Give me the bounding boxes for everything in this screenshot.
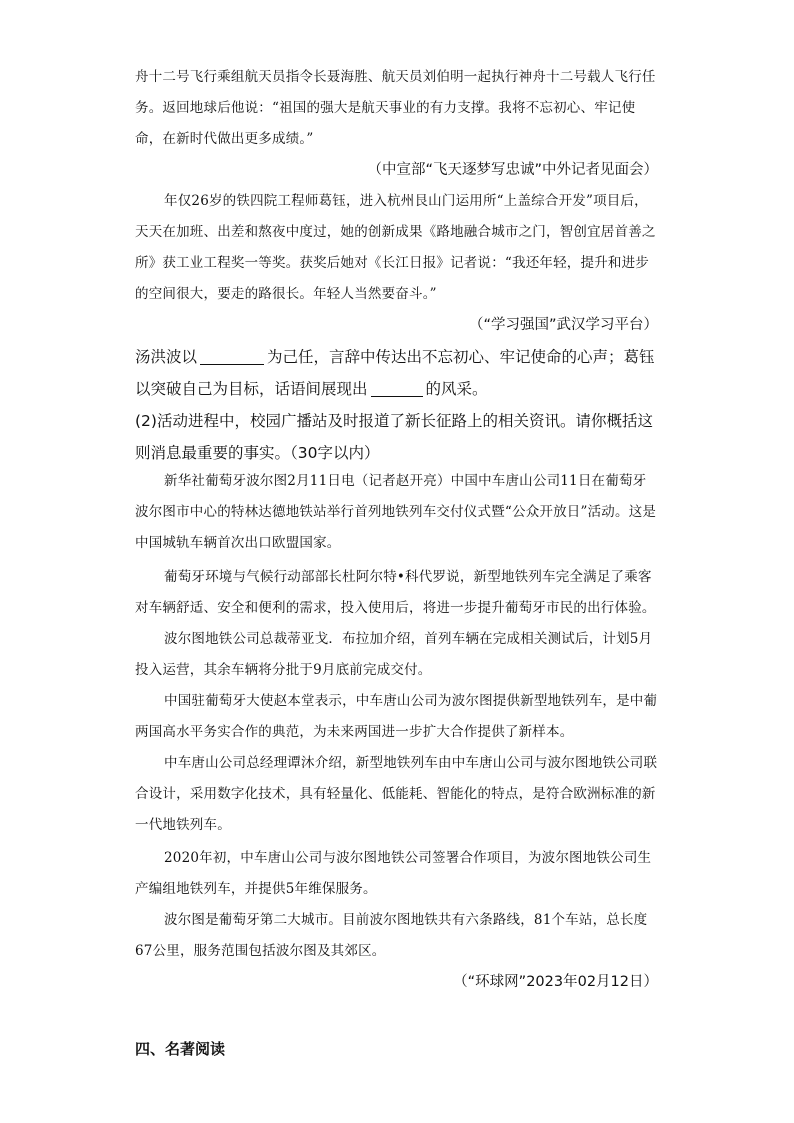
- news-paragraph: 葡萄牙环境与气候行动部部长杜阿尔特•科代罗说，新型地铁列车完全满足了乘客对车辆舒适、安全和便利的需求，投入使用后，将进一步提升葡萄牙市民的出行体验。: [135, 569, 656, 616]
- answer-blank-1[interactable]: [200, 346, 264, 365]
- fill-sentence-part2: 为己任，言辞中传达出不忘初心、牢记使命的心声；葛钰以突破自己为目标，话语间展现出: [135, 348, 655, 398]
- passage2-source: （“学习强国”武汉学习平台）: [468, 317, 658, 333]
- fill-sentence-part3: 的风采。: [425, 380, 488, 398]
- news-paragraph: 波尔图是葡萄牙第二大城市。目前波尔图地铁共有六条路线，81个车站，总长度67公里，服务范围包括波尔图及其郊区。: [135, 912, 648, 959]
- question-2: (2)活动进程中，校园广播站及时报道了新长征路上的相关资讯。请你概括这则消息最重要的事实。（30字以内）: [135, 412, 653, 462]
- news-paragraph: 波尔图地铁公司总裁蒂亚戈．布拉加介绍，首列车辆在完成相关测试后，计划5月投入运营，其余车辆将分批于9月底前完成交付。: [135, 631, 653, 678]
- news-paragraph: 2020年初，中车唐山公司与波尔图地铁公司签署合作项目，为波尔图地铁公司生产编组地铁列车，并提供5年维保服务。: [135, 850, 652, 897]
- news-paragraph: 中车唐山公司总经理谭沐介绍，新型地铁列车由中车唐山公司与波尔图地铁公司联合设计，采用数字化技术，具有轻量化、低能耗、智能化的特点，是符合欧洲标准的新一代地铁列车。: [135, 755, 658, 833]
- passage2-text: 年仅26岁的铁四院工程师葛钰，进入杭州艮山门运用所“上盖综合开发”项目后，天天在加班、出差和熬夜中度过，她的创新成果《路地融合城市之门，智创宜居首善之所》获工业工程奖一等奖。获奖后她对《长江日报》记者说：“我还年轻，提升和进步的空间很大，要走的路很长。年轻人当然要奋斗。”: [135, 193, 656, 302]
- news-source: （“环球网”2023年02月12日）: [453, 974, 658, 990]
- section-heading: 四、名著阅读: [135, 1040, 226, 1058]
- news-paragraph: 新华社葡萄牙波尔图2月11日电（记者赵开亮）中国中车唐山公司11日在葡萄牙波尔图市中心的特林达德地铁站举行首列地铁列车交付仪式暨“公众开放日”活动。这是中国城轨车辆首次出口欧盟国家。: [135, 473, 657, 551]
- news-paragraph: 中国驻葡萄牙大使赵本堂表示，中车唐山公司为波尔图提供新型地铁列车，是中葡两国高水平务实合作的典范，为未来两国进一步扩大合作提供了新样本。: [135, 693, 658, 740]
- fill-in-sentence: [135, 341, 660, 405]
- passage1-text: 舟十二号飞行乘组航天员指令长聂海胜、航天员刘伯明一起执行神舟十二号载人飞行任务。返回地球后他说：“祖国的强大是航天事业的有力支撑。我将不忘初心、牢记使命，在新时代做出更多成绩。”: [135, 69, 656, 147]
- passage1-source: （中宣部“飞天逐梦写忠诚”中外记者见面会）: [367, 162, 658, 178]
- answer-blank-2[interactable]: [371, 378, 423, 397]
- fill-sentence-part1: 汤洪波以: [135, 348, 198, 366]
